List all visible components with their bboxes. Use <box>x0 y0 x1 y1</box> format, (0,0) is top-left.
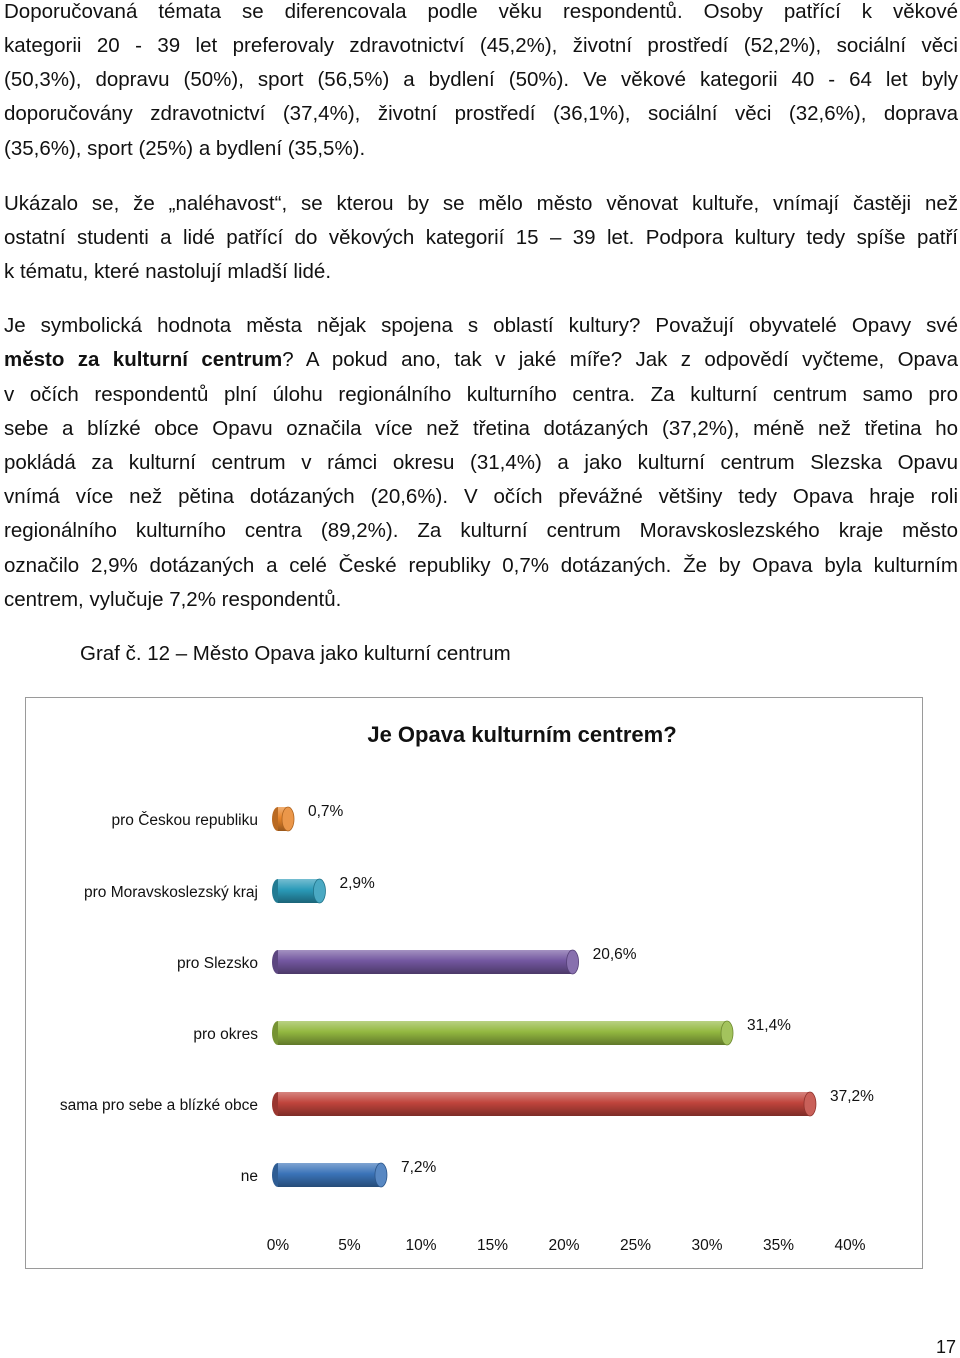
data-label: 7,2% <box>400 1159 437 1176</box>
bar <box>272 1163 387 1187</box>
bar-body <box>278 1163 381 1187</box>
bar <box>272 1021 733 1045</box>
x-tick-label: 35% <box>762 1237 795 1254</box>
data-label: 20,6% <box>592 946 637 963</box>
bar-cap <box>721 1021 733 1045</box>
paragraph-3-line: označilo 2,9% dotázaných a celé České republiky 0,7% dotázaných. Že by Opava byla kulturním <box>4 554 958 577</box>
paragraph-1-line: Doporučovaná témata se diferencovala podle věku respondentů. Osoby patřící k věkové <box>4 0 958 23</box>
bar-cap <box>375 1163 387 1187</box>
x-tick-label: 10% <box>405 1237 437 1254</box>
category-label: ne <box>240 1168 258 1185</box>
bar-body <box>278 1092 810 1116</box>
paragraph-1-line: kategorii 20 - 39 let preferovaly zdravotnictví (45,2%), životní prostředí (52,2%), sociální věci <box>4 34 958 57</box>
x-tick-label: 5% <box>338 1237 361 1254</box>
category-label: pro Moravskoslezský kraj <box>84 884 258 901</box>
bar <box>272 807 294 831</box>
category-label: pro Slezsko <box>177 955 258 972</box>
data-label: 31,4% <box>747 1017 791 1034</box>
paragraph-3-line-rest: ? A pokud ano, tak v jaké míře? Jak z odpovědí vyčteme, Opava <box>282 348 958 371</box>
bar-cap <box>282 807 294 831</box>
chart-frame <box>25 697 923 1269</box>
paragraph-3-line: centrem, vylučuje 7,2% respondentů. <box>4 588 342 611</box>
page-number: 17 <box>935 1337 956 1357</box>
paragraph-2-line: Ukázalo se, že „naléhavost“, se kterou by se mělo město věnovat kultuře, vnímají častěji než <box>4 192 958 215</box>
category-label: pro Českou republiku <box>111 812 258 829</box>
bar <box>272 1092 816 1116</box>
paragraph-3-line: regionálního kulturního centra (89,2%). Za kulturní centrum Moravskoslezského kraje město <box>4 519 958 542</box>
paragraph-2-line: k tématu, které nastolují mladší lidé. <box>4 260 332 283</box>
paragraph-1-line: (50,3%), dopravu (50%), sport (56,5%) a bydlení (50%). Ve věkové kategorii 40 - 64 let byly <box>4 68 958 91</box>
paragraph-3-line: vnímá více než pětina dotázaných (20,6%). V očích převážné většiny tedy Opava hraje roli <box>4 485 958 508</box>
paragraph-3-line <box>4 348 958 372</box>
bar-cap <box>567 950 579 974</box>
bar-body <box>278 950 573 974</box>
figure-caption: Graf č. 12 – Město Opava jako kulturní centrum <box>80 642 511 665</box>
x-tick-label: 0% <box>266 1237 290 1254</box>
bar-cap <box>804 1092 816 1116</box>
x-tick-label: 30% <box>691 1237 723 1254</box>
paragraph-3-line: sebe a blízké obce Opavu označila více než třetina dotázaných (37,2%), méně než třetina ho <box>4 417 958 440</box>
x-tick-label: 40% <box>834 1237 866 1254</box>
bar <box>272 950 579 974</box>
paragraph-2-line: ostatní studenti a lidé patřící do věkových kategorií 15 – 39 let. Podpora kultury tedy spíše patří <box>4 226 958 249</box>
data-label: 2,9% <box>339 875 375 892</box>
emphasis-text: město za kulturní centrum <box>4 348 283 371</box>
data-label: 0,7% <box>308 803 344 820</box>
x-tick-label: 15% <box>476 1237 509 1254</box>
paragraph-3-line: Je symbolická hodnota města nějak spojena s oblastí kultury? Považují obyvatelé Opavy své <box>4 314 958 337</box>
bar-cap <box>313 879 325 903</box>
bar-chart <box>26 698 922 1268</box>
paragraph-1-line: (35,6%), sport (25%) a bydlení (35,5%). <box>4 137 366 160</box>
data-label: 37,2% <box>829 1088 874 1105</box>
paragraph-1-line: doporučovány zdravotnictví (37,4%), životní prostředí (36,1%), sociální věci (32,6%), doprava <box>4 102 958 125</box>
x-tick-label: 25% <box>619 1237 652 1254</box>
paragraph-3-line: v očích respondentů plní úlohu regionálního kulturního centra. Za kulturní centrum samo pro <box>4 383 958 406</box>
bar <box>272 879 325 903</box>
chart-title: Je Opava kulturním centrem? <box>367 722 677 747</box>
bar-body <box>278 1021 727 1045</box>
category-label: pro okres <box>193 1026 258 1043</box>
category-label: sama pro sebe a blízké obce <box>59 1097 258 1114</box>
paragraph-3-line: pokládá za kulturní centrum v rámci okresu (31,4%) a jako kulturní centrum Slezska Opavu <box>4 451 958 474</box>
x-tick-label: 20% <box>548 1237 580 1254</box>
